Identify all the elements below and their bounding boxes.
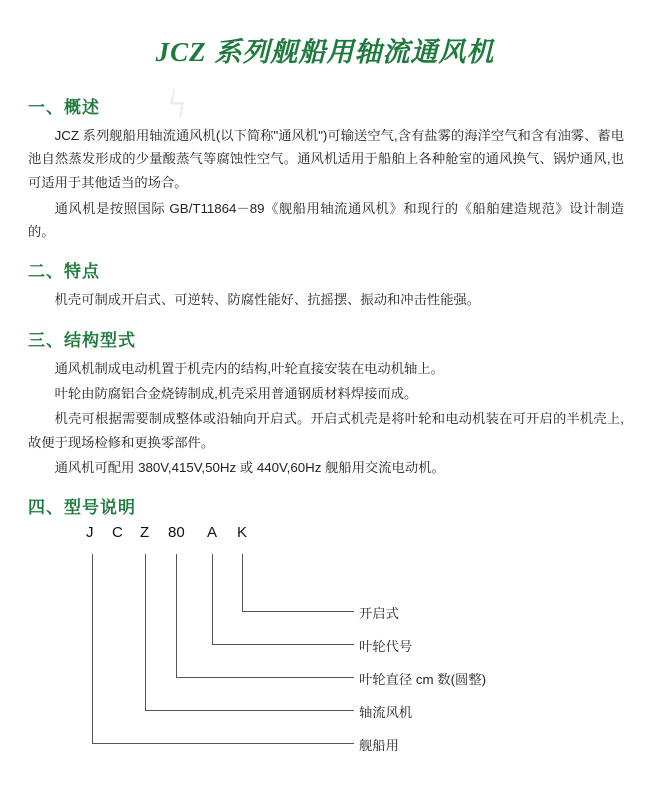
legend-label-open-type: 开启式 <box>359 606 399 622</box>
legend-label-axial-fan: 轴流风机 <box>359 705 413 721</box>
leader-line-horizontal <box>145 710 354 711</box>
paragraph: 机壳可制成开启式、可逆转、防腐性能好、抗摇摆、振动和冲击性能强。 <box>54 292 481 308</box>
paragraph: 通风机可配用 380V,415V,50Hz 或 440V,60Hz 舰船用交流电动机。 <box>54 459 445 475</box>
legend-label-impeller-code: 叶轮代号 <box>359 639 413 655</box>
paragraph: 叶轮由防腐铝合金烧铸制成,机壳采用普通钢质材料焊接而成。 <box>54 386 418 402</box>
paragraph: JCZ 系列舰船用轴流通风机(以下简称"通风机")可输送空气,含有盐雾的海洋空气和含有油雾、蓄电池自然蒸发形成的少量酸蒸气等腐蚀性空气。通风机适用于船舶上各种舱室的通风换气、锅炉通风,也可适用于其他适当的场合。 <box>28 128 624 190</box>
leader-line-vertical <box>176 554 177 677</box>
section-heading: 三、结构型式 <box>28 330 136 350</box>
section-features <box>26 257 624 311</box>
leader-line-horizontal <box>92 743 354 744</box>
code-char-size: 80 <box>168 524 185 542</box>
page-title: JCZ 系列舰船用轴流通风机 <box>155 37 495 68</box>
code-char-k: K <box>237 524 248 542</box>
code-char-z: Z <box>140 524 150 542</box>
leader-line-vertical <box>145 554 146 710</box>
model-code-diagram <box>28 524 624 786</box>
legend-label-impeller-diameter: 叶轮直径 cm 数(圆整) <box>359 672 487 688</box>
section-heading: 二、特点 <box>28 262 100 282</box>
code-char-a: A <box>207 524 218 542</box>
leader-line-horizontal <box>212 644 354 645</box>
paragraph: 通风机是按照国际 GB/T11864－89《舰船用轴流通风机》和现行的《船舶建造规范》设计制造的。 <box>28 200 625 240</box>
leader-line-vertical <box>212 554 213 644</box>
code-char-j: J <box>86 524 94 542</box>
section-model-designation <box>26 493 624 786</box>
watermark: ϟ <box>168 81 187 127</box>
leader-line-horizontal <box>242 611 354 612</box>
section-overview <box>26 93 624 243</box>
leader-line-horizontal <box>176 677 354 678</box>
document-page <box>0 18 650 808</box>
leader-line-vertical <box>242 554 243 611</box>
section-heading: 四、型号说明 <box>28 498 136 518</box>
paragraph: 通风机制成电动机置于机壳内的结构,叶轮直接安装在电动机轴上。 <box>54 360 444 376</box>
code-char-c: C <box>112 524 123 542</box>
leader-line-vertical <box>92 554 93 743</box>
section-structure <box>26 326 624 479</box>
section-heading: 一、概述 <box>28 98 100 118</box>
paragraph: 机壳可根据需要制成整体或沿轴向开启式。开启式机壳是将叶轮和电动机装在可开启的半机壳上,故便于现场检修和更换零部件。 <box>28 411 624 450</box>
legend-label-marine-use: 舰船用 <box>359 738 399 754</box>
